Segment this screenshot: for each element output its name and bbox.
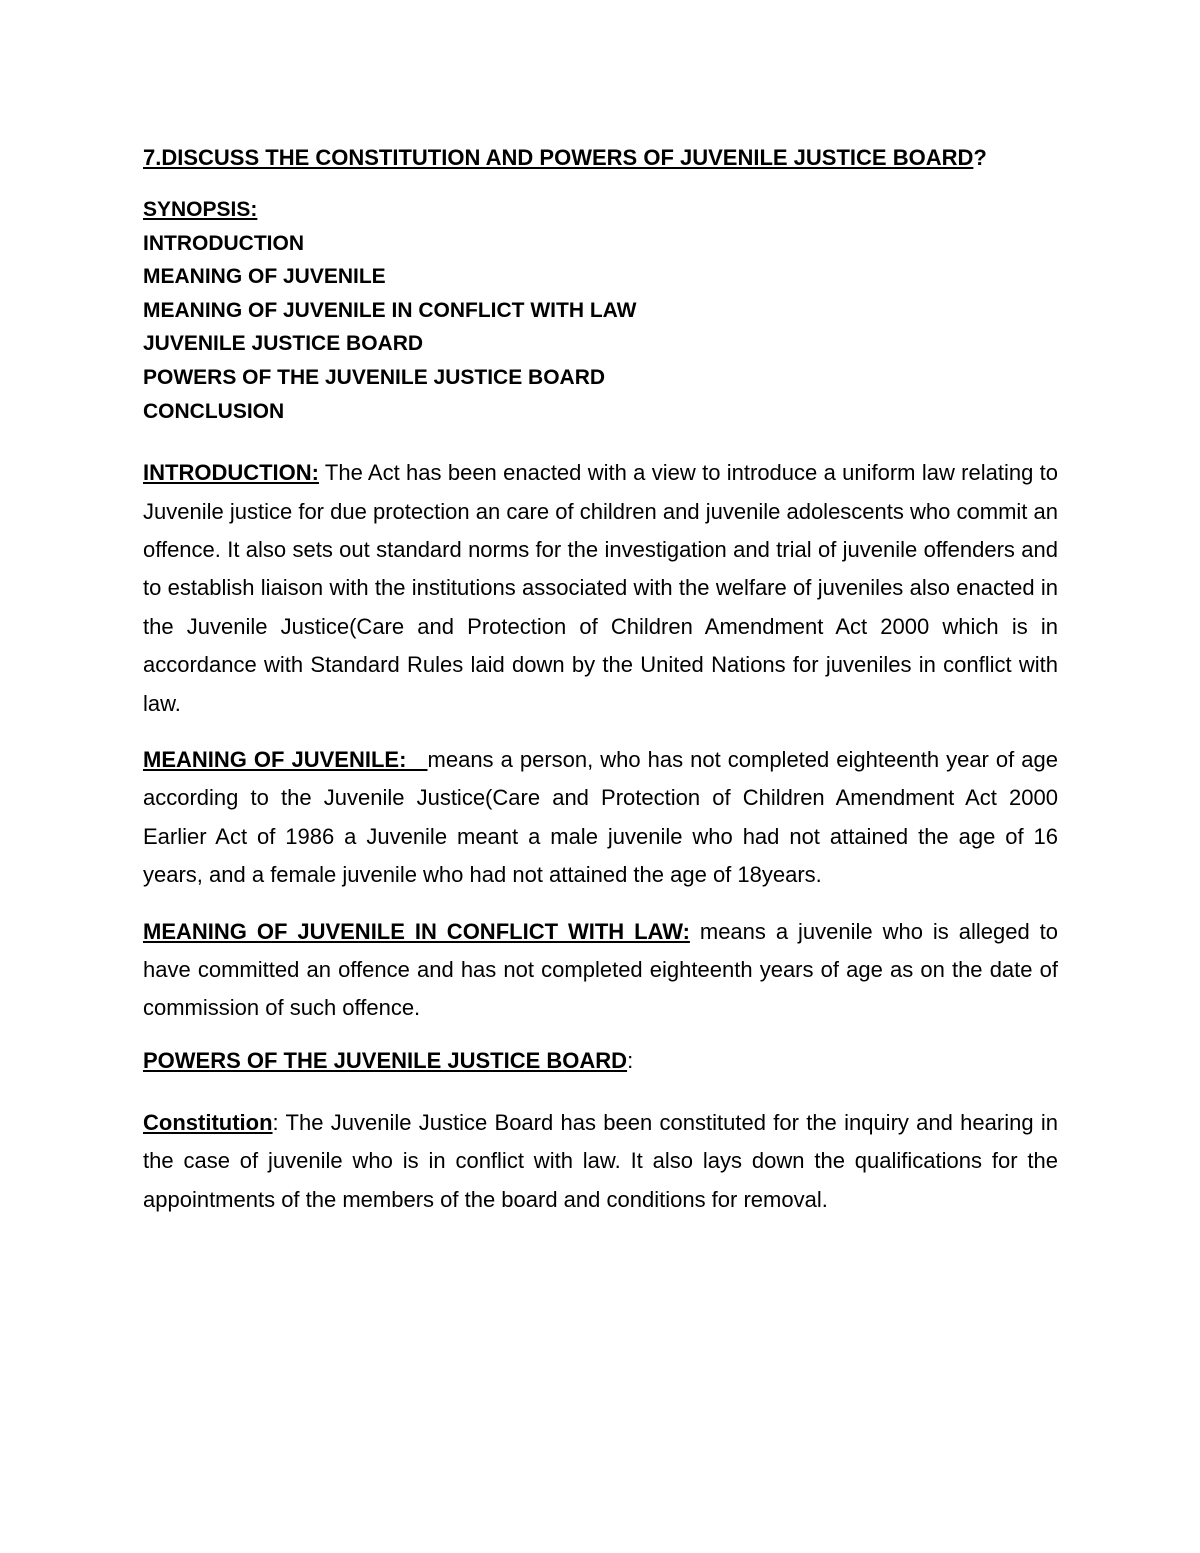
meaning-conflict-paragraph: [143, 913, 1058, 1028]
synopsis-item: MEANING OF JUVENILE IN CONFLICT WITH LAW: [143, 298, 637, 322]
synopsis-item: JUVENILE JUSTICE BOARD: [143, 332, 424, 356]
document-title: [143, 143, 1058, 173]
synopsis-heading: SYNOPSIS:: [143, 198, 258, 221]
powers-heading-suffix: :: [627, 1047, 634, 1073]
meaning-juvenile-body: means a person, who has not completed eighteenth year of age according to the Juvenile Justice(Care and Protection of Children Amendment Act 2000 Earlier Act of 1986 a Juvenile meant a male juvenile who had not attained the age of 16 years, and a female juvenile who had not attained the age of 18years.: [143, 747, 1058, 888]
powers-heading: [143, 1046, 1058, 1076]
introduction-heading: INTRODUCTION:: [143, 460, 319, 486]
document-page: [143, 143, 1058, 1237]
powers-heading-text: POWERS OF THE JUVENILE JUSTICE BOARD: [143, 1047, 628, 1073]
meaning-juvenile-heading: MEANING OF JUVENILE:: [143, 747, 428, 772]
synopsis-item: MEANING OF JUVENILE: [143, 265, 386, 289]
constitution-body: : The Juvenile Justice Board has been constituted for the inquiry and hearing in the case of juvenile who is in conflict with law. It also lays down the qualifications for the appointments of the members of the board and conditions for removal.: [143, 1109, 1058, 1212]
synopsis-item: CONCLUSION: [143, 399, 285, 423]
title-suffix: ?: [973, 145, 987, 170]
meaning-conflict-body: means a juvenile who is alleged to have committed an offence and has not completed eighteenth years of age as on the date of commission of such offence.: [143, 918, 1058, 1021]
constitution-paragraph: [143, 1104, 1058, 1219]
synopsis: [143, 193, 1058, 428]
constitution-heading: Constitution: [143, 1109, 273, 1135]
synopsis-item: INTRODUCTION: [143, 231, 304, 255]
meaning-juvenile-paragraph: [143, 741, 1058, 895]
introduction-body: The Act has been enacted with a view to introduce a uniform law relating to Juvenile justice for due protection an care of children and juvenile adolescents who commit an offence. It also sets out standard norms for the investigation and trial of juvenile offenders and to establish liaison with the institutions associated with the welfare of juveniles also enacted in the Juvenile Justice(Care and Protection of Children Amendment Act 2000 which is in accordance with Standard Rules laid down by the United Nations for juveniles in conflict with law.: [143, 460, 1058, 716]
title-text: 7.DISCUSS THE CONSTITUTION AND POWERS OF JUVENILE JUSTICE BOARD: [143, 145, 974, 170]
introduction-paragraph: [143, 454, 1058, 723]
meaning-conflict-heading: MEANING OF JUVENILE IN CONFLICT WITH LAW:: [143, 918, 690, 944]
synopsis-item: POWERS OF THE JUVENILE JUSTICE BOARD: [143, 365, 606, 389]
